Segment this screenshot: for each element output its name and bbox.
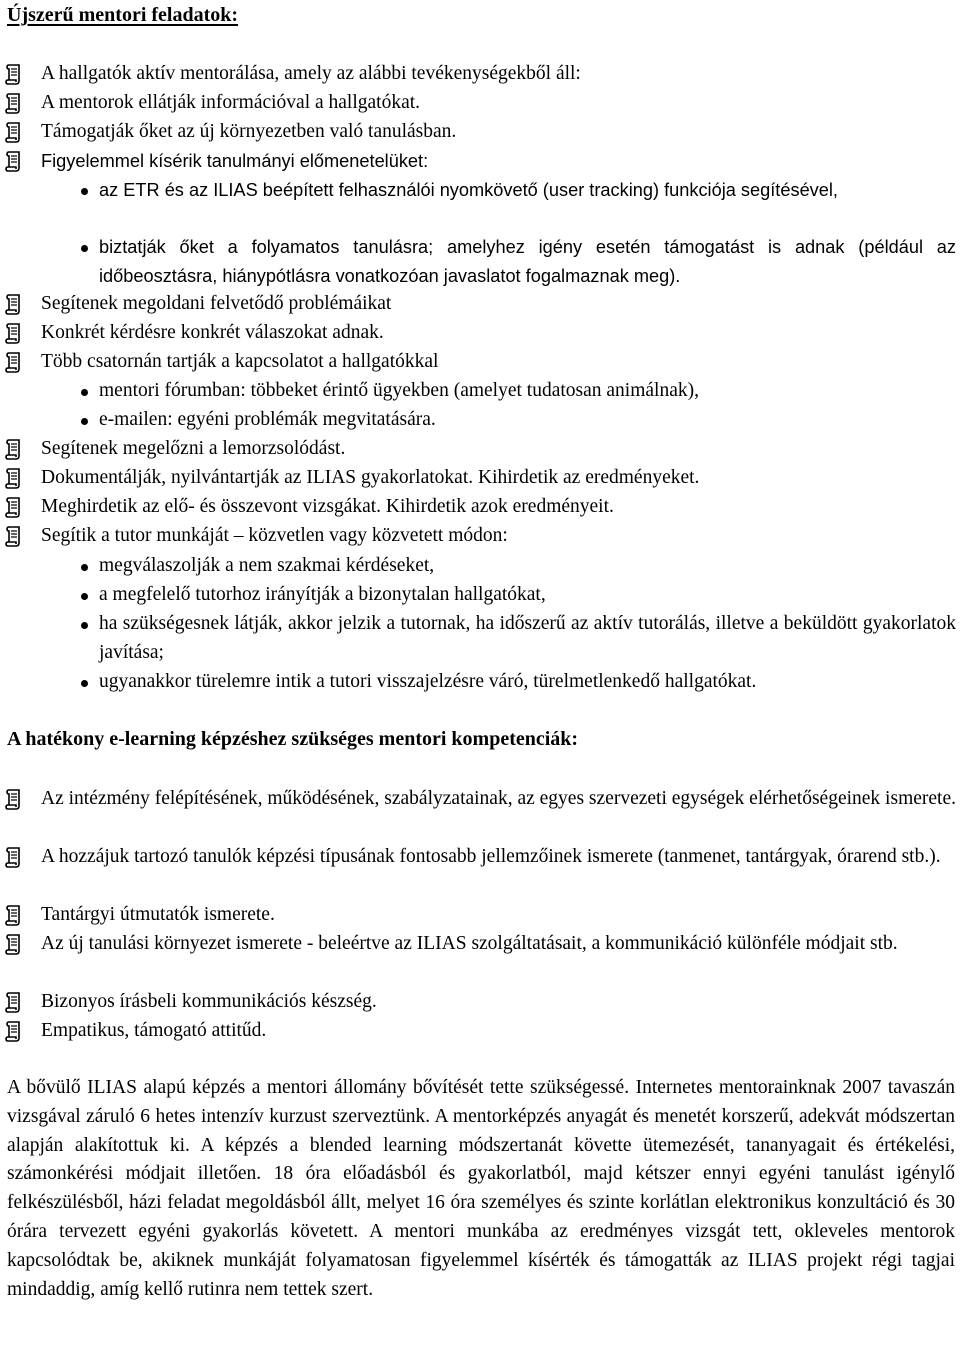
dot-bullet-icon: [81, 418, 88, 425]
list-item-text: Empatikus, támogató attitűd.: [41, 1020, 267, 1041]
scroll-bullet-icon: [5, 121, 21, 143]
sub-list-item-text: mentori fórumban: többeket érintő ügyekben (amelyet tudatosan animálnak),: [99, 380, 699, 401]
list-item-text: Dokumentálják, nyilvántartják az ILIAS gyakorlatokat. Kihirdetik az eredményeket.: [41, 467, 700, 488]
list-item-text: Több csatornán tartják a kapcsolatot a hallgatókkal: [41, 351, 439, 372]
list-item-text: A mentorok ellátják információval a hallgatókat.: [41, 92, 421, 113]
scroll-bullet-icon: [5, 467, 21, 489]
scroll-bullet-icon: [5, 92, 21, 114]
list-item-text: Az új tanulási környezet ismerete - beleértve az ILIAS szolgáltatásait, a kommunikáció különféle módjait stb.: [41, 933, 898, 954]
list-item-text: Segítenek megelőzni a lemorzsolódást.: [41, 438, 346, 459]
list-item-text: Bizonyos írásbeli kommunikációs készség.: [41, 991, 377, 1012]
scroll-bullet-icon: [5, 293, 21, 315]
scroll-bullet-icon: [5, 496, 21, 518]
scroll-bullet-icon: [5, 1020, 21, 1042]
list-item-text: Tantárgyi útmutatók ismerete.: [41, 904, 275, 925]
scroll-bullet-icon: [5, 322, 21, 344]
list-item-text: A hozzájuk tartozó tanulók képzési típusának fontosabb jellemzőinek ismerete (tanmenet, tantárgyak, órarend stb.).: [41, 846, 941, 867]
scroll-bullet-icon: [5, 150, 21, 172]
scroll-bullet-icon: [5, 991, 21, 1013]
list-item-text: A hallgatók aktív mentorálása, amely az alábbi tevékenységekből áll:: [41, 63, 581, 84]
list-item-text: Figyelemmel kísérik tanulmányi előmenetelüket:: [41, 151, 429, 171]
dot-bullet-icon: [81, 593, 88, 600]
scroll-bullet-icon: [5, 525, 21, 547]
sub-list-item-text: e-mailen: egyéni problémák megvitatására.: [99, 409, 436, 430]
scroll-bullet-icon: [5, 933, 21, 955]
section-title-mentor-tasks: Újszerű mentori feladatok:: [7, 4, 239, 26]
list-item-text: Segítik a tutor munkáját – közvetlen vagy közvetett módon:: [41, 525, 508, 546]
sub-list-item-text: biztatják őket a folyamatos tanulásra; amelyhez igény esetén támogatást is adnak (például az időbeosztásra, hiánypótlásra vonatkozóan javaslatot fogalmaznak meg).: [99, 237, 956, 286]
list-item-text: Segítenek megoldani felvetődő problémáikat: [41, 293, 392, 314]
dot-bullet-icon: [81, 564, 88, 571]
dot-bullet-icon: [81, 188, 88, 195]
sub-list-item-text: az ETR és az ILIAS beépített felhasználói nyomkövető (user tracking) funkciója segítésével,: [99, 180, 838, 200]
dot-bullet-icon: [81, 245, 88, 252]
scroll-bullet-icon: [5, 846, 21, 868]
dot-bullet-icon: [81, 680, 88, 687]
list-item-text: Támogatják őket az új környezetben való tanulásban.: [41, 121, 457, 142]
sub-list-item-text: ha szükségesnek látják, akkor jelzik a tutornak, ha időszerű az aktív tutorálás, illetve a beküldött gyakorlatok javítása;: [99, 613, 956, 663]
list-item-text: Konkrét kérdésre konkrét válaszokat adnak.: [41, 322, 384, 343]
body-paragraph: A bővülő ILIAS alapú képzés a mentori állomány bővítését tette szükségessé. Internetes mentorainknak 2007 tavaszán vizsgával záruló 6 hetes intenzív kurzust szerveztünk. A mentorképzés anyagát és menetét korszerű, adekvát módszertan alapján alakítottuk ki. A képzés a blended learning módszertanát követte ütemezését, tananyagait és értékelési, számonkérési módjait illetően. 18 óra előadásból és gyakorlatból, majd kétszer ennyi egyéni tanulást igénylő felkészülésből, házi feladat megoldásból állt, melyet 16 óra személyes és szinte korlátlan elektronikus konzultáció és 30 órára tervezett egyéni gyakorlás követett. A mentori munkába az eredményes vizsgát tett, okleveles mentorok kapcsolódtak be, akiknek munkáját folyamatosan figyelemmel kísérték és támogatták az ILIAS projekt régi tagjai mindaddig, amíg kellő rutinra nem tettek szert.: [7, 1077, 955, 1300]
dot-bullet-icon: [81, 389, 88, 396]
list-item-text: Meghirdetik az elő- és összevont vizsgákat. Kihirdetik azok eredményeit.: [41, 496, 614, 517]
scroll-bullet-icon: [5, 63, 21, 85]
dot-bullet-icon: [81, 622, 88, 629]
scroll-bullet-icon: [5, 351, 21, 373]
sub-list-item-text: megválaszolják a nem szakmai kérdéseket,: [99, 555, 435, 576]
section-title-competencies: A hatékony e-learning képzéshez szükséges mentori kompetenciák:: [7, 728, 579, 750]
list-item-text: Az intézmény felépítésének, működésének, szabályzatainak, az egyes szervezeti egységek elérhetőségeinek ismerete.: [41, 788, 956, 809]
scroll-bullet-icon: [5, 788, 21, 810]
sub-list-item-text: a megfelelő tutorhoz irányítják a bizonytalan hallgatókat,: [99, 584, 546, 605]
scroll-bullet-icon: [5, 438, 21, 460]
sub-list-item-text: ugyanakkor türelemre intik a tutori visszajelzésre váró, türelmetlenkedő hallgatókat.: [99, 671, 757, 692]
scroll-bullet-icon: [5, 904, 21, 926]
